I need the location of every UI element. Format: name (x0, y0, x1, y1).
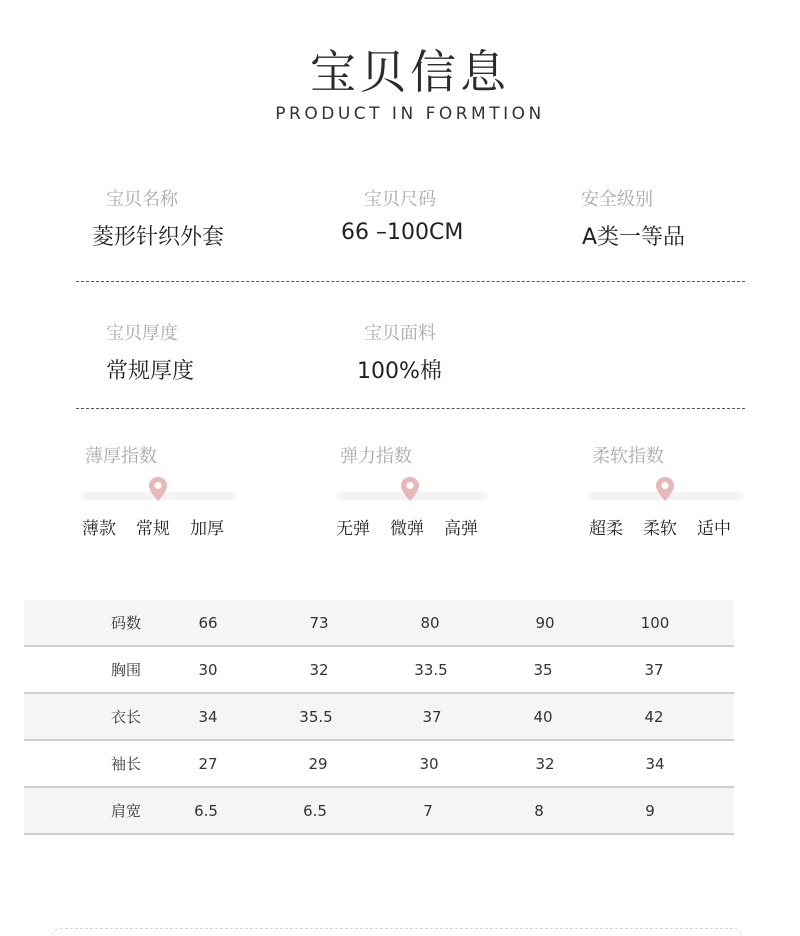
thickness-option-thick: 加厚 (190, 519, 224, 539)
table-cell: 30 (419, 755, 439, 773)
softness-index-title: 柔软指数 (592, 446, 664, 467)
size-value: 66 –100CM (341, 220, 464, 245)
page-subtitle: PRODUCT IN FORMTION (275, 104, 545, 124)
location-pin-icon (400, 476, 420, 502)
location-pin-icon (655, 476, 675, 502)
thickness-index-title: 薄厚指数 (85, 446, 157, 467)
table-cell: 80 (420, 614, 440, 632)
table-cell: 42 (644, 708, 664, 726)
size-label: 宝贝尺码 (364, 189, 436, 210)
fabric-label: 宝贝面料 (364, 323, 436, 344)
table-cell: 32 (309, 661, 329, 679)
name-value: 菱形针织外套 (92, 225, 225, 250)
table-cell: 8 (534, 802, 544, 820)
table-row (24, 694, 734, 741)
elasticity-option-slight: 微弹 (390, 519, 424, 539)
table-cell: 40 (533, 708, 553, 726)
softness-option-moderate: 适中 (697, 519, 731, 539)
row-label: 袖长 (110, 755, 141, 773)
table-cell: 30 (198, 661, 218, 679)
divider (76, 408, 745, 409)
table-cell: 34 (645, 755, 665, 773)
table-cell: 37 (644, 661, 664, 679)
table-cell: 66 (198, 614, 218, 632)
row-label: 胸围 (110, 661, 141, 679)
thickness-option-thin: 薄款 (82, 519, 116, 539)
table-cell: 9 (645, 802, 655, 820)
table-row (24, 741, 734, 788)
thickness-option-regular: 常规 (136, 519, 170, 539)
thickness-value: 常规厚度 (106, 359, 195, 384)
table-cell: 100 (640, 614, 670, 632)
table-row (24, 600, 734, 647)
thickness-label: 宝贝厚度 (106, 323, 178, 344)
table-cell: 27 (198, 755, 218, 773)
elasticity-option-high: 高弹 (444, 519, 478, 539)
softness-option-super-soft: 超柔 (589, 519, 623, 539)
page-title: 宝贝信息 (310, 45, 510, 99)
table-cell: 34 (198, 708, 218, 726)
divider (76, 281, 745, 282)
table-cell: 35 (533, 661, 553, 679)
row-label: 码数 (110, 614, 141, 632)
table-cell: 6.5 (303, 802, 327, 820)
next-section-frame (52, 928, 742, 936)
fabric-value: 100%棉 (357, 359, 442, 384)
table-cell: 33.5 (414, 661, 448, 679)
name-label: 宝贝名称 (106, 189, 178, 210)
table-cell: 90 (535, 614, 555, 632)
table-cell: 35.5 (299, 708, 333, 726)
safety-value: A类一等品 (582, 225, 686, 250)
table-cell: 29 (308, 755, 328, 773)
table-row (24, 788, 734, 835)
row-label: 肩宽 (110, 802, 141, 820)
table-cell: 7 (423, 802, 433, 820)
table-row (24, 647, 734, 694)
safety-label: 安全级别 (581, 189, 653, 210)
table-cell: 37 (422, 708, 442, 726)
elasticity-option-none: 无弹 (336, 519, 370, 539)
row-label: 衣长 (110, 708, 141, 726)
size-table (24, 600, 734, 835)
softness-option-soft: 柔软 (643, 519, 677, 539)
table-cell: 6.5 (194, 802, 218, 820)
elasticity-index-title: 弹力指数 (340, 446, 412, 467)
table-cell: 73 (309, 614, 329, 632)
table-cell: 32 (535, 755, 555, 773)
location-pin-icon (148, 476, 168, 502)
